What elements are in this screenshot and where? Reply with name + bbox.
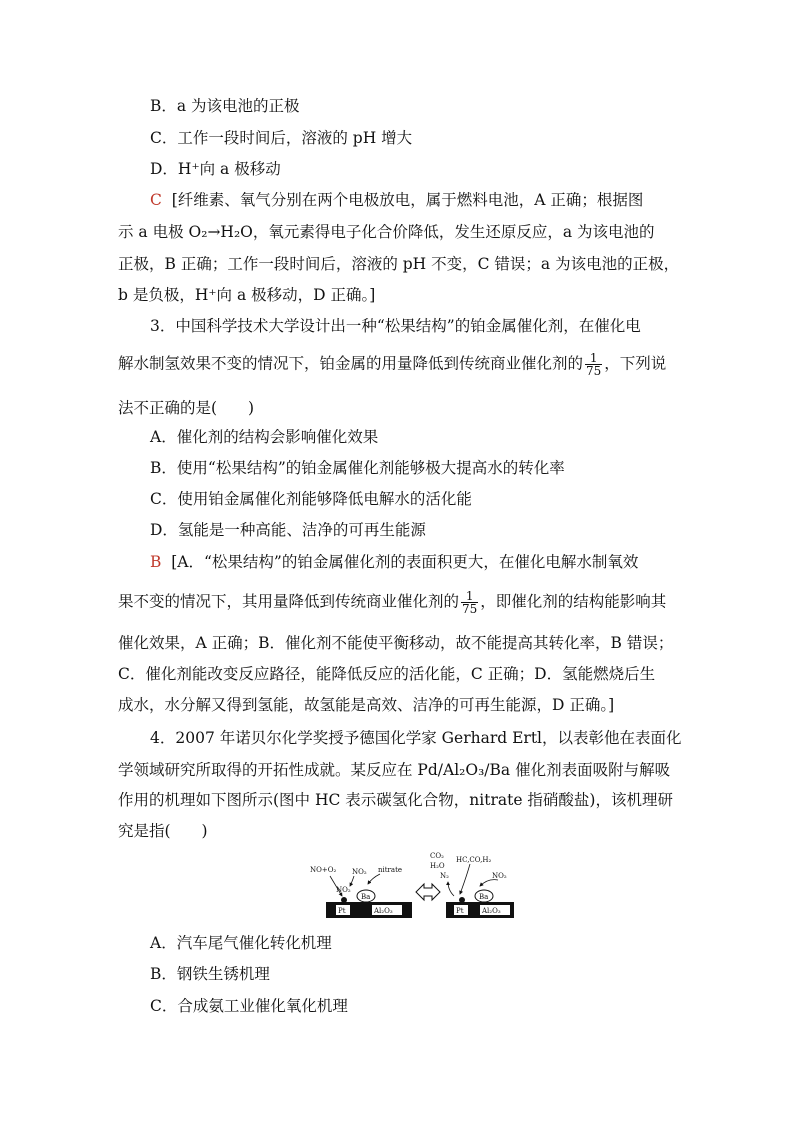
q2-answer-line-1 xyxy=(150,190,710,210)
q2-option-b: B．a 为该电池的正极 xyxy=(150,97,300,115)
q3-stem-text-a: 解水制氢效果不变的情况下，铂金属的用量降低到传统商业催化剂的 xyxy=(118,354,584,373)
q3-answer-fraction-denominator: 75 xyxy=(462,602,478,616)
q3-fraction xyxy=(585,352,602,377)
diagram-right-pt-label: Pt xyxy=(456,907,464,915)
q4-option-c: C．合成氨工业催化氧化机理 xyxy=(150,997,348,1015)
q3-answer-line-2 xyxy=(118,590,678,615)
q2-option-d: D．H⁺向 a 极移动 xyxy=(150,160,281,178)
diagram-left-nitrate-label: nitrate xyxy=(378,866,403,874)
q4-option-b: B．钢铁生锈机理 xyxy=(150,965,270,983)
diagram-right-h2o-label: H₂O xyxy=(430,862,445,870)
q3-answer-line-4: C．催化剂能改变反应路径，能降低反应的活化能，C 正确；D．氢能燃烧后生 xyxy=(118,665,656,683)
q3-answer-fraction-numerator: 1 xyxy=(461,590,478,603)
q3-stem-line-1: 3．中国科学技术大学设计出一种“松果结构”的铂金属催化剂，在催化电 xyxy=(150,317,641,335)
q4-stem-line-2: 学领域研究所取得的开拓性成就。某反应在 Pd/Al₂O₃/Ba 催化剂表面吸附与解吸 xyxy=(118,761,671,779)
q3-fraction-numerator: 1 xyxy=(585,352,602,365)
q4-stem-line-1: 4．2007 年诺贝尔化学奖授予德国化学家 Gerhard Ertl，以表彰他在表面化 xyxy=(150,729,682,747)
q2-answer-line-4: b 是负极，H⁺向 a 极移动，D 正确。] xyxy=(118,286,376,304)
diagram-right-n2-label: N₂ xyxy=(440,872,449,880)
catalyst-mechanism-diagram xyxy=(308,850,516,920)
q3-stem-text-b: ，下列说 xyxy=(604,354,667,373)
q3-option-c: C．使用铂金属催化剂能够降低电解水的活化能 xyxy=(150,490,472,508)
q3-answer-letter: B xyxy=(150,553,162,571)
q3-stem-line-2 xyxy=(118,352,678,377)
q3-answer-line-5: 成水，水分解又得到氢能，故氢能是高效、洁净的可再生能源，D 正确。] xyxy=(118,696,615,714)
q3-option-a: A．催化剂的结构会影响催化效果 xyxy=(150,428,379,446)
diagram-reversible-arrow xyxy=(416,884,440,900)
q4-option-a: A．汽车尾气催化转化机理 xyxy=(150,934,332,952)
q3-answer-text-a: 果不变的情况下，其用量降低到传统商业催化剂的 xyxy=(118,592,460,611)
diagram-right-hc-label: HC,CO,H₂ xyxy=(456,856,492,864)
diagram-right-ba-label: Ba xyxy=(479,893,489,901)
q2-answer-letter: C xyxy=(150,191,162,209)
diagram-left-pt-particle xyxy=(341,897,347,903)
diagram-right-arrow-1 xyxy=(448,882,454,896)
diagram-left-no2-top-label: NO₂ xyxy=(352,868,367,876)
diagram-right-pt-particle xyxy=(459,897,465,903)
diagram-left-ba-label: Ba xyxy=(361,893,371,901)
q3-option-d: D．氢能是一种高能、洁净的可再生能源 xyxy=(150,521,426,539)
diagram-left-arrow-3 xyxy=(368,874,380,884)
q4-stem-line-4: 究是指( ) xyxy=(118,822,208,840)
q3-stem-line-3: 法不正确的是( ) xyxy=(118,399,255,417)
q4-stem-line-3: 作用的机理如下图所示(图中 HC 表示碳氢化合物，nitrate 指硝酸盐)，该机理研 xyxy=(118,791,673,809)
q2-answer-line-3: 正极，B 正确；工作一段时间后，溶液的 pH 不变，C 错误；a 为该电池的正极， xyxy=(118,255,680,273)
diagram-right-co2-label: CO₂ xyxy=(430,852,444,860)
diagram-right-arrow-2 xyxy=(460,864,470,894)
diagram-right-al2o3-label: Al₂O₃ xyxy=(482,907,501,915)
q3-answer-text: [A．“松果结构”的铂金属催化剂的表面积更大，在催化电解水制氧效 xyxy=(171,553,639,571)
q2-option-c: C．工作一段时间后，溶液的 pH 增大 xyxy=(150,129,413,147)
q2-answer-text: [纤维素、氧气分别在两个电极放电，属于燃料电池，A 正确；根据图 xyxy=(171,191,644,209)
diagram-left-input-label: NO+O₂ xyxy=(310,866,337,874)
diagram-right-no2-label: NO₂ xyxy=(492,872,507,880)
q2-answer-line-2: 示 a 电极 O₂→H₂O，氧元素得电子化合价降低，发生还原反应，a 为该电池的 xyxy=(118,223,655,241)
diagram-right-arrow-3 xyxy=(480,880,498,886)
q3-answer-line-3: 催化效果，A 正确；B．催化剂不能使平衡移动，故不能提高其转化率，B 错误； xyxy=(118,634,674,652)
q3-answer-text-b: ，即催化剂的结构能影响其 xyxy=(480,592,667,611)
diagram-left-al2o3-label: Al₂O₃ xyxy=(374,907,393,915)
q3-answer-fraction xyxy=(461,590,478,615)
diagram-left-arrow-2 xyxy=(350,876,354,886)
diagram-left-pt-label: Pt xyxy=(338,907,346,915)
q3-option-b: B．使用“松果结构”的铂金属催化剂能够极大提高水的转化率 xyxy=(150,459,565,477)
q3-answer-line-1 xyxy=(150,552,710,572)
q3-fraction-denominator: 75 xyxy=(586,364,602,378)
diagram-left-no2-low-label: NO₂ xyxy=(336,886,351,894)
